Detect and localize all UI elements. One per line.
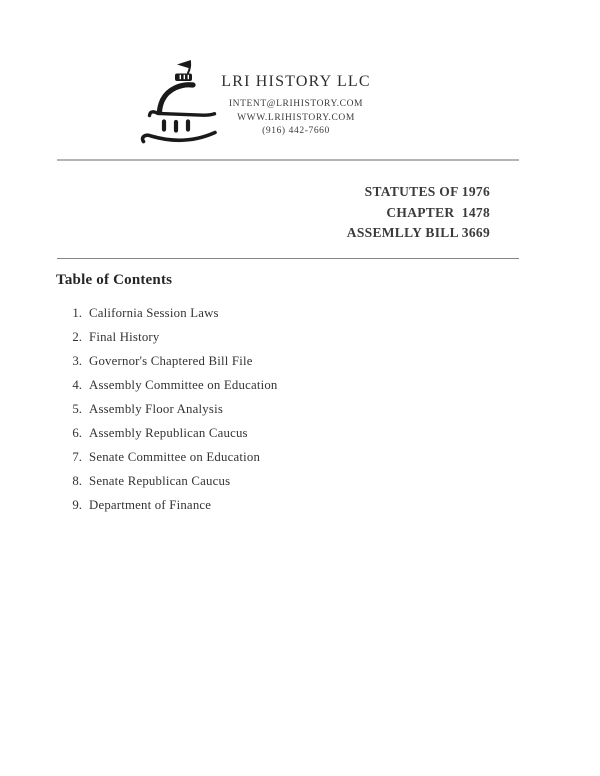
- toc-item: [0, 373, 600, 397]
- toc-item-number: 9.: [72, 498, 82, 512]
- toc-item-label: Senate Committee on Education: [89, 450, 261, 464]
- toc-item-label: Senate Republican Caucus: [89, 474, 231, 488]
- statute-line-chapter: CHAPTER 1478: [386, 204, 490, 220]
- toc-list: [0, 301, 600, 517]
- toc-item: [0, 469, 600, 493]
- company-header: [181, 73, 411, 139]
- toc-item-label: Governor's Chaptered Bill File: [89, 354, 253, 368]
- toc-heading: Table of Contents: [56, 272, 173, 288]
- toc-item-number: 6.: [72, 426, 82, 440]
- divider-top: [57, 159, 519, 161]
- company-phone: (916) 442-7660: [262, 126, 330, 136]
- toc-item: [0, 349, 600, 373]
- toc-item-number: 3.: [72, 354, 82, 368]
- company-email: INTENT@LRIHISTORY.COM: [228, 99, 364, 109]
- toc-item-label: California Session Laws: [89, 306, 219, 320]
- toc-item-label: Assembly Floor Analysis: [89, 402, 223, 416]
- toc-item-number: 2.: [72, 330, 82, 344]
- toc-item: [0, 445, 600, 469]
- toc-item-number: 1.: [72, 306, 82, 320]
- statute-line-bill: ASSEMLLY BILL 3669: [346, 225, 490, 240]
- toc-item-label: Assembly Committee on Education: [89, 378, 278, 392]
- toc-item-label: Final History: [89, 330, 160, 344]
- statute-reference: [347, 182, 490, 244]
- toc-item: [0, 397, 600, 421]
- toc-item: [0, 421, 600, 445]
- toc-item: [0, 325, 600, 349]
- company-name: LRI HISTORY LLC: [221, 73, 371, 90]
- toc-item-number: 7.: [72, 450, 82, 464]
- toc-item-number: 5.: [72, 402, 82, 416]
- toc-item-number: 8.: [72, 474, 82, 488]
- toc-item-label: Assembly Republican Caucus: [89, 426, 248, 440]
- divider-bottom: [57, 258, 519, 259]
- toc-item: [0, 493, 600, 517]
- company-website: WWW.LRIHISTORY.COM: [237, 112, 355, 123]
- statute-line-statutes: STATUTES OF 1976: [364, 184, 490, 199]
- toc-item-number: 4.: [72, 378, 82, 392]
- toc-item-label: Department of Finance: [89, 498, 212, 512]
- toc-item: [0, 301, 600, 325]
